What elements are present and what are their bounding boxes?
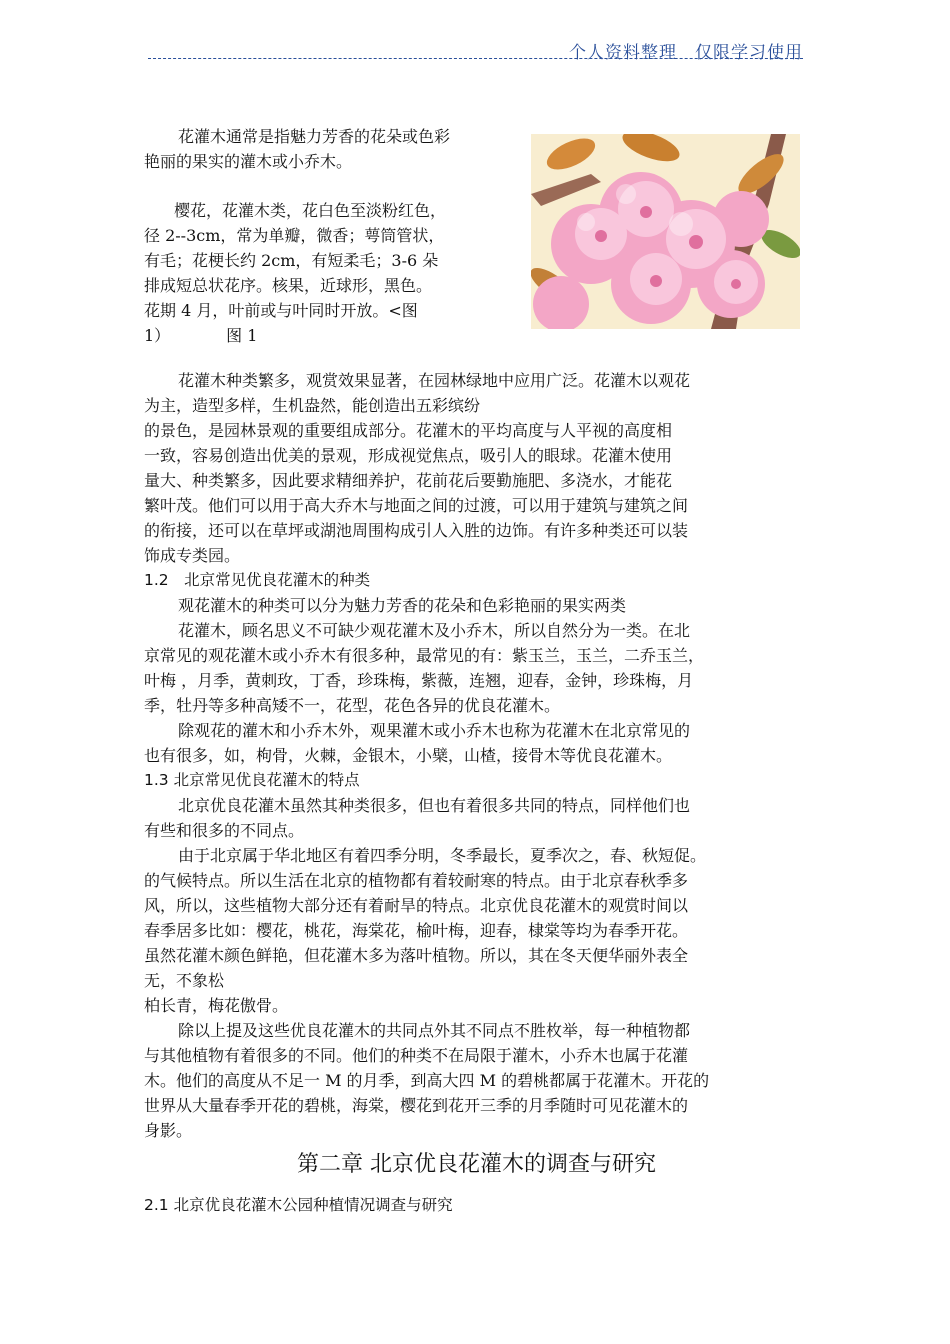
paragraph [144, 1018, 809, 1143]
text-line: 除以上提及这些优良花灌木的共同点外其不同点不胜枚举，每一种植物都 [178, 1021, 691, 1040]
text-line: 的衔接，还可以在草坪或湖池周围构成引人入胜的边饰。有许多种类还可以装 [144, 521, 689, 540]
text-line: 世界从大量春季开花的碧桃，海棠，樱花到花开三季的月季随时可见花灌木的 [144, 1096, 689, 1115]
figure-caption: 1） 图 1 [144, 326, 258, 345]
text-line: 风，所以，这些植物大部分还有着耐旱的特点。北京优良花灌木的观赏时间以 [144, 896, 689, 915]
paragraph [144, 618, 809, 718]
text-line: 与其他植物有着很多的不同。他们的种类不在局限于灌木，小乔木也属于花灌 [144, 1046, 689, 1065]
header-text: 个人资料整理 仅限学习使用 [569, 43, 803, 63]
chapter-title: 第二章 北京优良花灌木的调查与研究 [297, 1152, 656, 1177]
text-line: 北京优良花灌木虽然其种类很多，但也有着很多共同的特点，同样他们也 [178, 796, 691, 815]
text-line: 季，牡丹等多种高矮不一，花型，花色各异的优良花灌木。 [144, 696, 561, 715]
text-line: 有些和很多的不同点。 [144, 821, 305, 840]
section-heading [144, 568, 809, 593]
paragraph [144, 793, 809, 843]
text-line: 京常见的观花灌木或小乔木有很多种，最常见的有：紫玉兰，玉兰，二乔玉兰， [144, 646, 705, 665]
header-dashed-rule [148, 58, 803, 59]
text-line: 径 2--3cm，常为单瓣，微香；萼筒管状， [144, 226, 445, 245]
page-header [148, 38, 803, 63]
text-line: 木。他们的高度从不足一 M 的月季，到高大四 M 的碧桃都属于花灌木。开花的 [144, 1071, 710, 1090]
text-line: 春季居多比如：樱花，桃花，海棠花，榆叶梅，迎春，棣棠等均为春季开花。 [144, 921, 689, 940]
text-line: 也有很多，如，枸骨，火棘，金银木，小檗，山楂，接骨木等优良花灌木。 [144, 746, 673, 765]
text-line: 繁叶茂。他们可以用于高大乔木与地面之间的过渡，可以用于建筑与建筑之间 [144, 496, 689, 515]
cherry-blossom-illustration [531, 134, 800, 329]
text-line: 叶梅 ，月季，黄刺玫，丁香，珍珠梅，紫薇，连翘，迎春，金钟，珍珠梅，月 [144, 671, 694, 690]
paragraph [144, 368, 809, 568]
text-line: 一致，容易创造出优美的景观，形成视觉焦点，吸引人的眼球。花灌木使用 [144, 446, 673, 465]
text-line: 除观花的灌木和小乔木外，观果灌木或小乔木也称为花灌木在北京常见的 [178, 721, 691, 740]
text-line: 排成短总状花序。核果，近球形，黑色。 [144, 276, 433, 295]
section-title: 1.2 北京常见优良花灌木的种类 [144, 571, 371, 589]
intro-paragraph [144, 124, 524, 174]
text-line: 由于北京属于华北地区有着四季分明，冬季最长，夏季次之，春、秋短促。 [178, 846, 707, 865]
text-line: 艳丽的果实的灌木或小乔木。 [144, 152, 353, 171]
text-line: 无，不象松 [144, 971, 225, 990]
text-line: 的气候特点。所以生活在北京的植物都有着较耐寒的特点。由于北京春秋季多 [144, 871, 689, 890]
section-title: 1.3 北京常见优良花灌木的特点 [144, 771, 360, 789]
text-line: 花灌木种类繁多，观赏效果显著，在园林绿地中应用广泛。花灌木以观花 [178, 371, 691, 390]
cherry-blossom-photo [531, 134, 800, 329]
text-line: 花灌木，顾名思义不可缺少观花灌木及小乔木，所以自然分为一类。在北 [178, 621, 691, 640]
text-line: 虽然花灌木颜色鲜艳，但花灌木多为落叶植物。所以，其在冬天便华丽外表全 [144, 946, 689, 965]
text-line: 花期 4 月，叶前或与叶同时开放。<图 [144, 301, 418, 320]
text-line: 樱花，花灌木类，花白色至淡粉红色， [174, 201, 447, 220]
text-line: 量大、种类繁多，因此要求精细养护，花前花后要勤施肥、多浇水，才能花 [144, 471, 673, 490]
text-line: 柏长青，梅花傲骨。 [144, 996, 289, 1015]
text-line: 饰成专类园。 [144, 546, 241, 565]
paragraph [144, 593, 809, 618]
section-title: 2.1 北京优良花灌木公园种植情况调查与研究 [144, 1196, 453, 1214]
paragraph [144, 843, 809, 1018]
text-line: 有毛；花梗长约 2cm，有短柔毛；3-6 朵 [144, 251, 439, 270]
text-line: 观花灌木的种类可以分为魅力芳香的花朵和色彩艳丽的果实两类 [178, 596, 627, 615]
text-line: 的景色，是园林景观的重要组成部分。花灌木的平均高度与人平视的高度相 [144, 421, 673, 440]
cherry-paragraph [144, 198, 524, 348]
text-line: 花灌木通常是指魅力芳香的花朵或色彩 [178, 127, 451, 146]
text-line: 为主，造型多样，生机盎然，能创造出五彩缤纷 [144, 396, 481, 415]
text-line: 身影。 [144, 1121, 193, 1140]
paragraph [144, 718, 809, 768]
section-heading [144, 768, 809, 793]
